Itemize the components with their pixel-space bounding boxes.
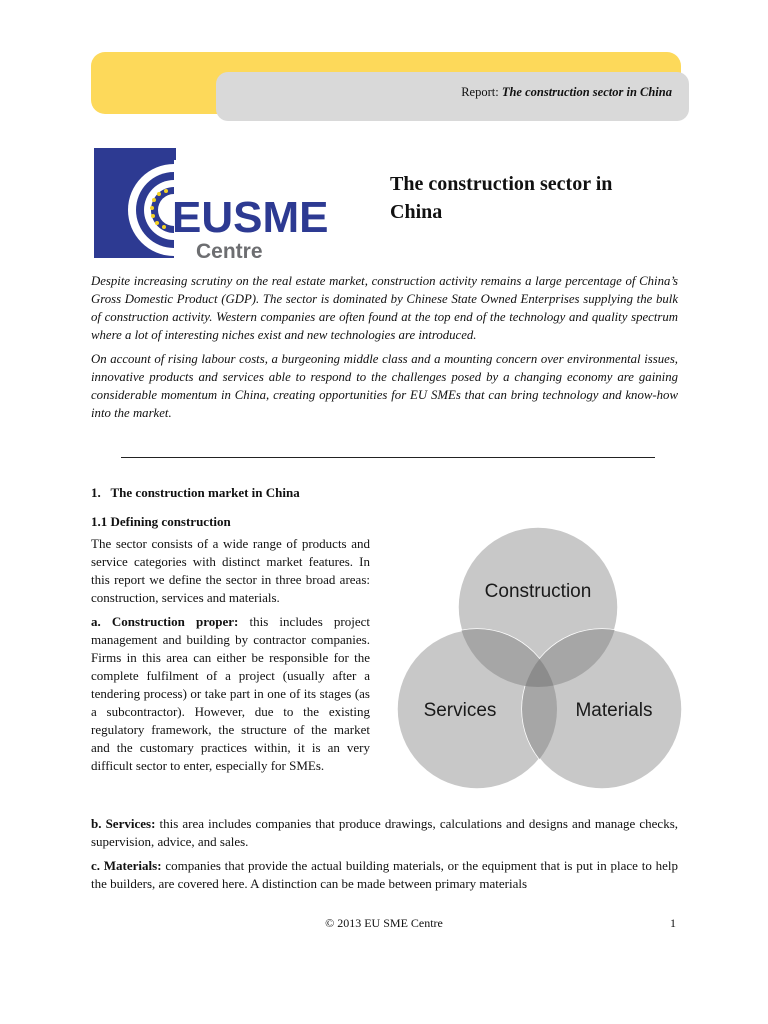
venn-label-services: Services [423, 700, 497, 721]
venn-label-construction: Construction [484, 581, 592, 602]
section-divider [121, 457, 655, 458]
intro-paragraph: On account of rising labour costs, a burgeoning middle class and a mounting concern over environmental issues, innovative products and services able to respond to the challenges posed by a changing economy are gaining considerable momentum in China, creating opportunities for EU SMEs that can bring technology and know-how into the market. [91, 352, 678, 420]
intro-paragraph: Despite increasing scrutiny on the real estate market, construction activity remains a large percentage of China’s Gross Domestic Product (GDP). The sector is dominated by Chinese State Owned Enterprises supplying the bulk of construction activity. Western companies are often found at the top end of the technology and quality spectrum where a lot of interesting niches exist and new technologies are introduced. [91, 274, 678, 342]
left-column-text [91, 535, 370, 781]
footer-page-number: 1 [670, 916, 676, 930]
header-report-title: The construction sector in China [501, 85, 672, 99]
paragraph-materials: c. Materials: companies that provide the actual building materials, or the equipment that is put in place to help the builders, are covered here. A distinction can be made between primary materials [91, 858, 678, 891]
full-width-text [91, 815, 678, 899]
subsection-heading: 1.1 Defining construction [91, 514, 231, 529]
logo-wordmark: EUSME [172, 193, 329, 242]
paragraph-services: b. Services: this area includes companies that produce drawings, calculations and designs and manage checks, supervision, advice, and sales. [91, 816, 679, 849]
header-band-grey [216, 72, 689, 121]
intro-summary [91, 272, 678, 428]
logo-subtext: Centre [196, 240, 263, 263]
footer-copyright: © 2013 EU SME Centre [325, 916, 443, 930]
header-report-label: Report: The construction sector in China [461, 85, 672, 99]
paragraph-intro: The sector consists of a wide range of products and service categories with distinct market features. In this report we define the sector in three broad areas: construction, services and materials. [91, 536, 370, 605]
venn-label-materials: Materials [575, 700, 653, 721]
paragraph-construction: a. Construction proper: this includes project management and building by contractor companies. Firms in this area can either be responsible for the complete fulfilment of a project (usually after a tendering process) or take part in one of its stages (as a subcontractor). However, due to the existing regulatory framework, the structure of the market and the customary practices within, it is an very difficult sector to enter, especially for SMEs. [91, 614, 370, 773]
eu-sme-centre-logo [92, 146, 332, 264]
document-title: The construction sector in China [390, 173, 613, 223]
venn-diagram [392, 527, 692, 789]
section-heading: 1. The construction market in China [91, 485, 300, 500]
